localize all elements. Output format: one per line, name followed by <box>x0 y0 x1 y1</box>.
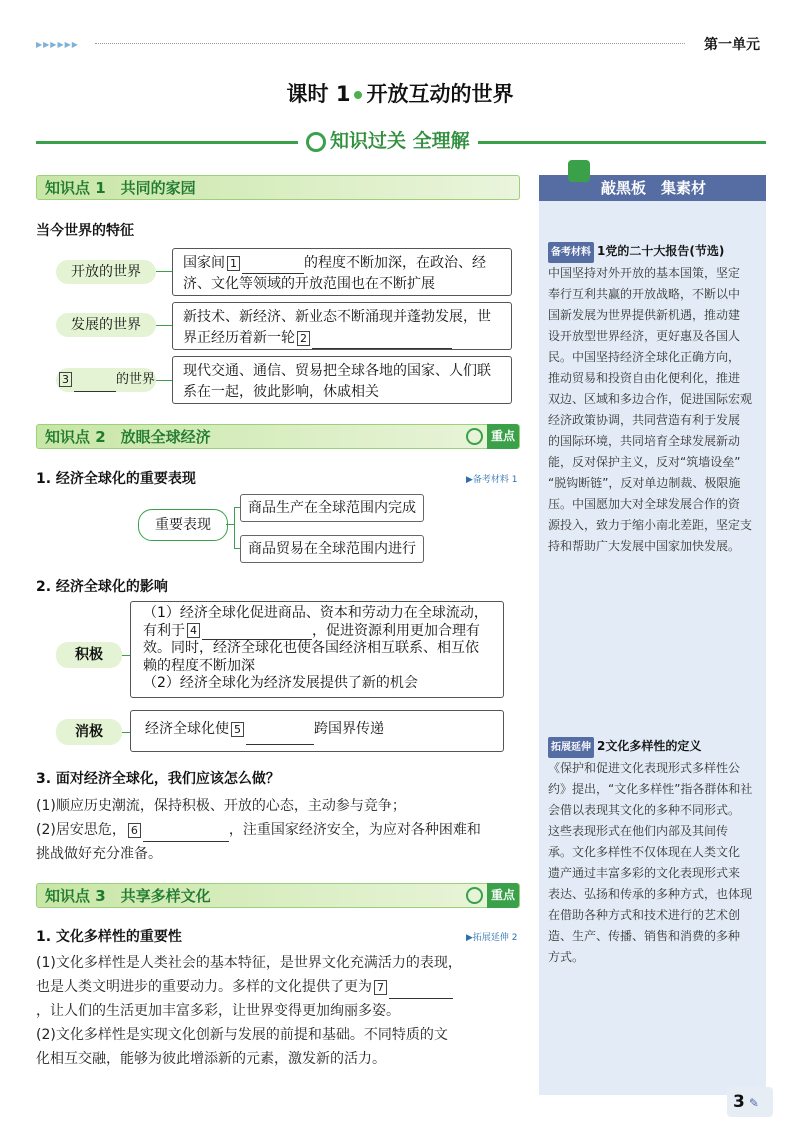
question-1: 1. 文化多样性的重要性 <box>36 929 182 945</box>
answer-3-text-a: (2)居安思危， <box>36 822 126 838</box>
row-2-label: 发展的世界 <box>56 313 156 337</box>
material-2-title-row <box>548 736 758 758</box>
answer-3-line-3: 挑战做好充分准备。 <box>36 846 162 862</box>
section-3-header <box>36 883 520 908</box>
connector <box>156 380 172 381</box>
positive-line-2a: 有利于 <box>143 622 185 639</box>
connector <box>234 507 235 549</box>
sidebar-line: 持和帮助广大发展中国家加快发展。 <box>548 539 741 553</box>
sidebar-line: 方式。 <box>548 950 585 964</box>
branch-1: 商品生产在全球范围内完成 <box>240 494 424 522</box>
paragraph-text: 也是人类文明进步的重要动力。多样的文化提供了更为 <box>36 979 372 995</box>
unit-label: 第一单元 <box>704 37 760 53</box>
blank-number: 1 <box>227 256 240 271</box>
answer-blank[interactable] <box>74 377 116 392</box>
section-2-header <box>36 424 520 449</box>
sidebar-line: 这些表现形式在他们内部及其间传 <box>548 824 729 838</box>
blank-number: 6 <box>128 823 141 838</box>
blank-number: 2 <box>297 331 310 346</box>
sidebar-line: 中国坚持对外开放的基本国策，坚定 <box>548 266 741 280</box>
section-1-header <box>36 175 520 200</box>
reference-link[interactable]: ▶备考材料 1 <box>466 475 518 485</box>
header-divider <box>95 43 685 44</box>
material-1-body <box>548 263 758 557</box>
answer-blank[interactable] <box>312 334 452 349</box>
sidebar-material-2 <box>548 736 758 968</box>
target-icon <box>466 428 483 445</box>
row-3-label <box>56 368 156 392</box>
pen-icon: ✎ <box>748 1096 759 1110</box>
paragraph-line: 化相互交融，能够为彼此增添新的元素，激发新的活力。 <box>36 1051 386 1067</box>
sidebar-line: 约》提出，“文化多样性”指各群体和社 <box>548 782 753 796</box>
section-3-title: 知识点 3 共享多样文化 <box>45 887 211 905</box>
sidebar-line: 的国际环境，共同培育全球发展新动 <box>548 434 741 448</box>
answer-blank[interactable] <box>143 827 229 842</box>
row-3-label-text: 的世界 <box>115 372 155 387</box>
negative-text-a: 经济全球化使 <box>145 721 229 737</box>
band-title-text: 知识过关 全理解 <box>330 130 470 152</box>
answer-blank[interactable] <box>202 625 312 640</box>
blank-number: 3 <box>59 372 72 387</box>
row-1-text-b: 的程度不断加深，在政治、经济、文化等领域的开放范围也在不断扩展 <box>183 255 486 292</box>
answer-3-line-1: (1)顺应历史潮流，保持积极、开放的心态，主动参与竞争； <box>36 798 406 814</box>
material-1-title: 1党的二十大报告(节选) <box>597 244 725 258</box>
sidebar-line: 会借以表现其文化的多种不同形式。 <box>548 803 741 817</box>
material-tag: 备考材料 <box>548 242 594 263</box>
paragraph-line: ，让人们的生活更加丰富多彩，让世界变得更加绚丽多姿。 <box>36 1003 400 1019</box>
row-1-text-a: 国家间 <box>183 255 225 271</box>
sidebar-line: 造、生产、传播、销售和消费的多种 <box>548 929 741 943</box>
material-2-body <box>548 758 758 968</box>
sidebar-line: 表达、弘扬和传承的多种方式，也体现 <box>548 887 753 901</box>
question-1: 1. 经济全球化的重要表现 <box>36 471 196 487</box>
row-2-text: 新技术、新经济、新业态不断涌现并蓬勃发展，世界正经历着新一轮 <box>183 309 491 346</box>
sidebar-line: 《保护和促进文化表现形式多样性公 <box>548 761 741 775</box>
question-3: 3. 面对经济全球化，我们应该怎么做？ <box>36 771 280 787</box>
paragraph-line: (1)文化多样性是人类社会的基本特征，是世界文化充满活力的表现， <box>36 955 462 971</box>
section-3-text <box>36 951 526 1071</box>
lesson-number: 课时 1 <box>286 82 351 106</box>
sidebar-line: 遗产通过丰富多彩的文化表现形式来 <box>548 866 741 880</box>
sidebar-line: 经济政策协调，共同营造有利于发展 <box>548 413 741 427</box>
section-1-subtitle: 当今世界的特征 <box>36 223 134 239</box>
header-arrows: ▶▶▶▶▶▶ <box>36 40 79 49</box>
positive-line-4: （2）经济全球化为经济发展提供了新的机会 <box>143 675 418 691</box>
sidebar-material-1 <box>548 241 758 557</box>
answer-3-line-2 <box>36 818 526 842</box>
connector <box>156 271 172 272</box>
answer-3-text-b: ，注重国家经济安全，为应对各种困难和 <box>228 822 481 838</box>
blank-number: 7 <box>374 980 387 995</box>
question-2: 2. 经济全球化的影响 <box>36 579 168 595</box>
sidebar-line: 在借助各种方式和技术进行的艺术创 <box>548 908 741 922</box>
band-title <box>298 126 478 153</box>
answer-blank[interactable] <box>389 984 453 999</box>
paragraph-line <box>36 975 526 999</box>
sidebar-line: “脱钩断链”，反对单边制裁、极限施 <box>548 476 741 490</box>
answer-blank[interactable] <box>242 259 304 274</box>
reference-link[interactable]: ▶拓展延伸 2 <box>466 933 518 943</box>
negative-label: 消极 <box>56 719 122 745</box>
sidebar-line: 民。中国坚持经济全球化正确方向， <box>548 350 741 364</box>
sidebar-line: 设开放型世界经济，更好惠及各国人 <box>548 329 741 343</box>
row-3-box <box>172 356 512 404</box>
sidebar-header: 敲黑板 集素材 <box>539 175 766 201</box>
lesson-name: 开放互动的世界 <box>366 82 514 106</box>
row-3-text: 现代交通、通信、贸易把全球各地的国家、人们联系在一起，彼此影响，休戚相关 <box>183 363 491 400</box>
blank-number: 5 <box>231 722 244 737</box>
branch-2: 商品贸易在全球范围内进行 <box>240 535 424 563</box>
positive-line-1: （1）经济全球化促进商品、资本和劳动力在全球流动， <box>143 605 488 621</box>
sidebar-line: 奉行互利共赢的开放战略，不断以中 <box>548 287 741 301</box>
section-1-title: 知识点 1 共同的家园 <box>45 179 196 197</box>
negative-box <box>130 710 504 752</box>
section-2-title: 知识点 2 放眼全球经济 <box>45 428 211 446</box>
paragraph-line: (2)文化多样性是实现文化创新与发展的前提和基础。不同特质的文 <box>36 1027 448 1043</box>
row-2-box <box>172 302 512 350</box>
blank-number: 4 <box>187 623 200 638</box>
sidebar-line: 国新发展为世界提供新机遇，推动建 <box>548 308 741 322</box>
answer-blank[interactable] <box>246 730 314 745</box>
sidebar-line: 双边、区域和多边合作，促进国际宏观 <box>548 392 753 406</box>
sidebar-line: 推动贸易和投资自由化便利化，推进 <box>548 371 741 385</box>
positive-box <box>130 601 504 698</box>
answer-3 <box>36 794 526 866</box>
page-number-box <box>727 1087 773 1117</box>
target-icon <box>466 887 483 904</box>
material-2-title: 2文化多样性的定义 <box>597 739 702 753</box>
title-dot-icon <box>354 91 362 99</box>
page-number: 3 <box>733 1092 745 1112</box>
sidebar-line: 压。中国愿加大对全球发展合作的资 <box>548 497 741 511</box>
row-1-box <box>172 248 512 296</box>
key-point-badge: 重点 <box>487 883 519 908</box>
connector <box>122 732 130 733</box>
key-point-badge: 重点 <box>487 424 519 449</box>
lesson-title <box>0 78 800 108</box>
positive-line-2b: ，促进资源利用更加合理有效。同时，经济全球化也使各国经济相互联系、相互依赖的程度不断加深 <box>143 622 480 674</box>
row-1-label: 开放的世界 <box>56 260 156 284</box>
connector <box>122 655 130 656</box>
extension-tag: 拓展延伸 <box>548 737 594 758</box>
positive-label: 积极 <box>56 642 122 668</box>
sidebar-line: 源投入，致力于缩小南北差距，坚定支 <box>548 518 753 532</box>
center-node: 重要表现 <box>138 509 228 541</box>
teacher-icon <box>568 160 590 182</box>
sidebar-line: 能，反对保护主义，反对“筑墙设垒” <box>548 455 741 469</box>
material-1-title-row <box>548 241 758 263</box>
negative-text-b: 跨国界传递 <box>314 721 384 737</box>
swirl-icon <box>306 132 326 152</box>
sidebar-line: 承。文化多样性不仅体现在人类文化 <box>548 845 741 859</box>
connector <box>156 325 172 326</box>
connector <box>226 524 234 525</box>
